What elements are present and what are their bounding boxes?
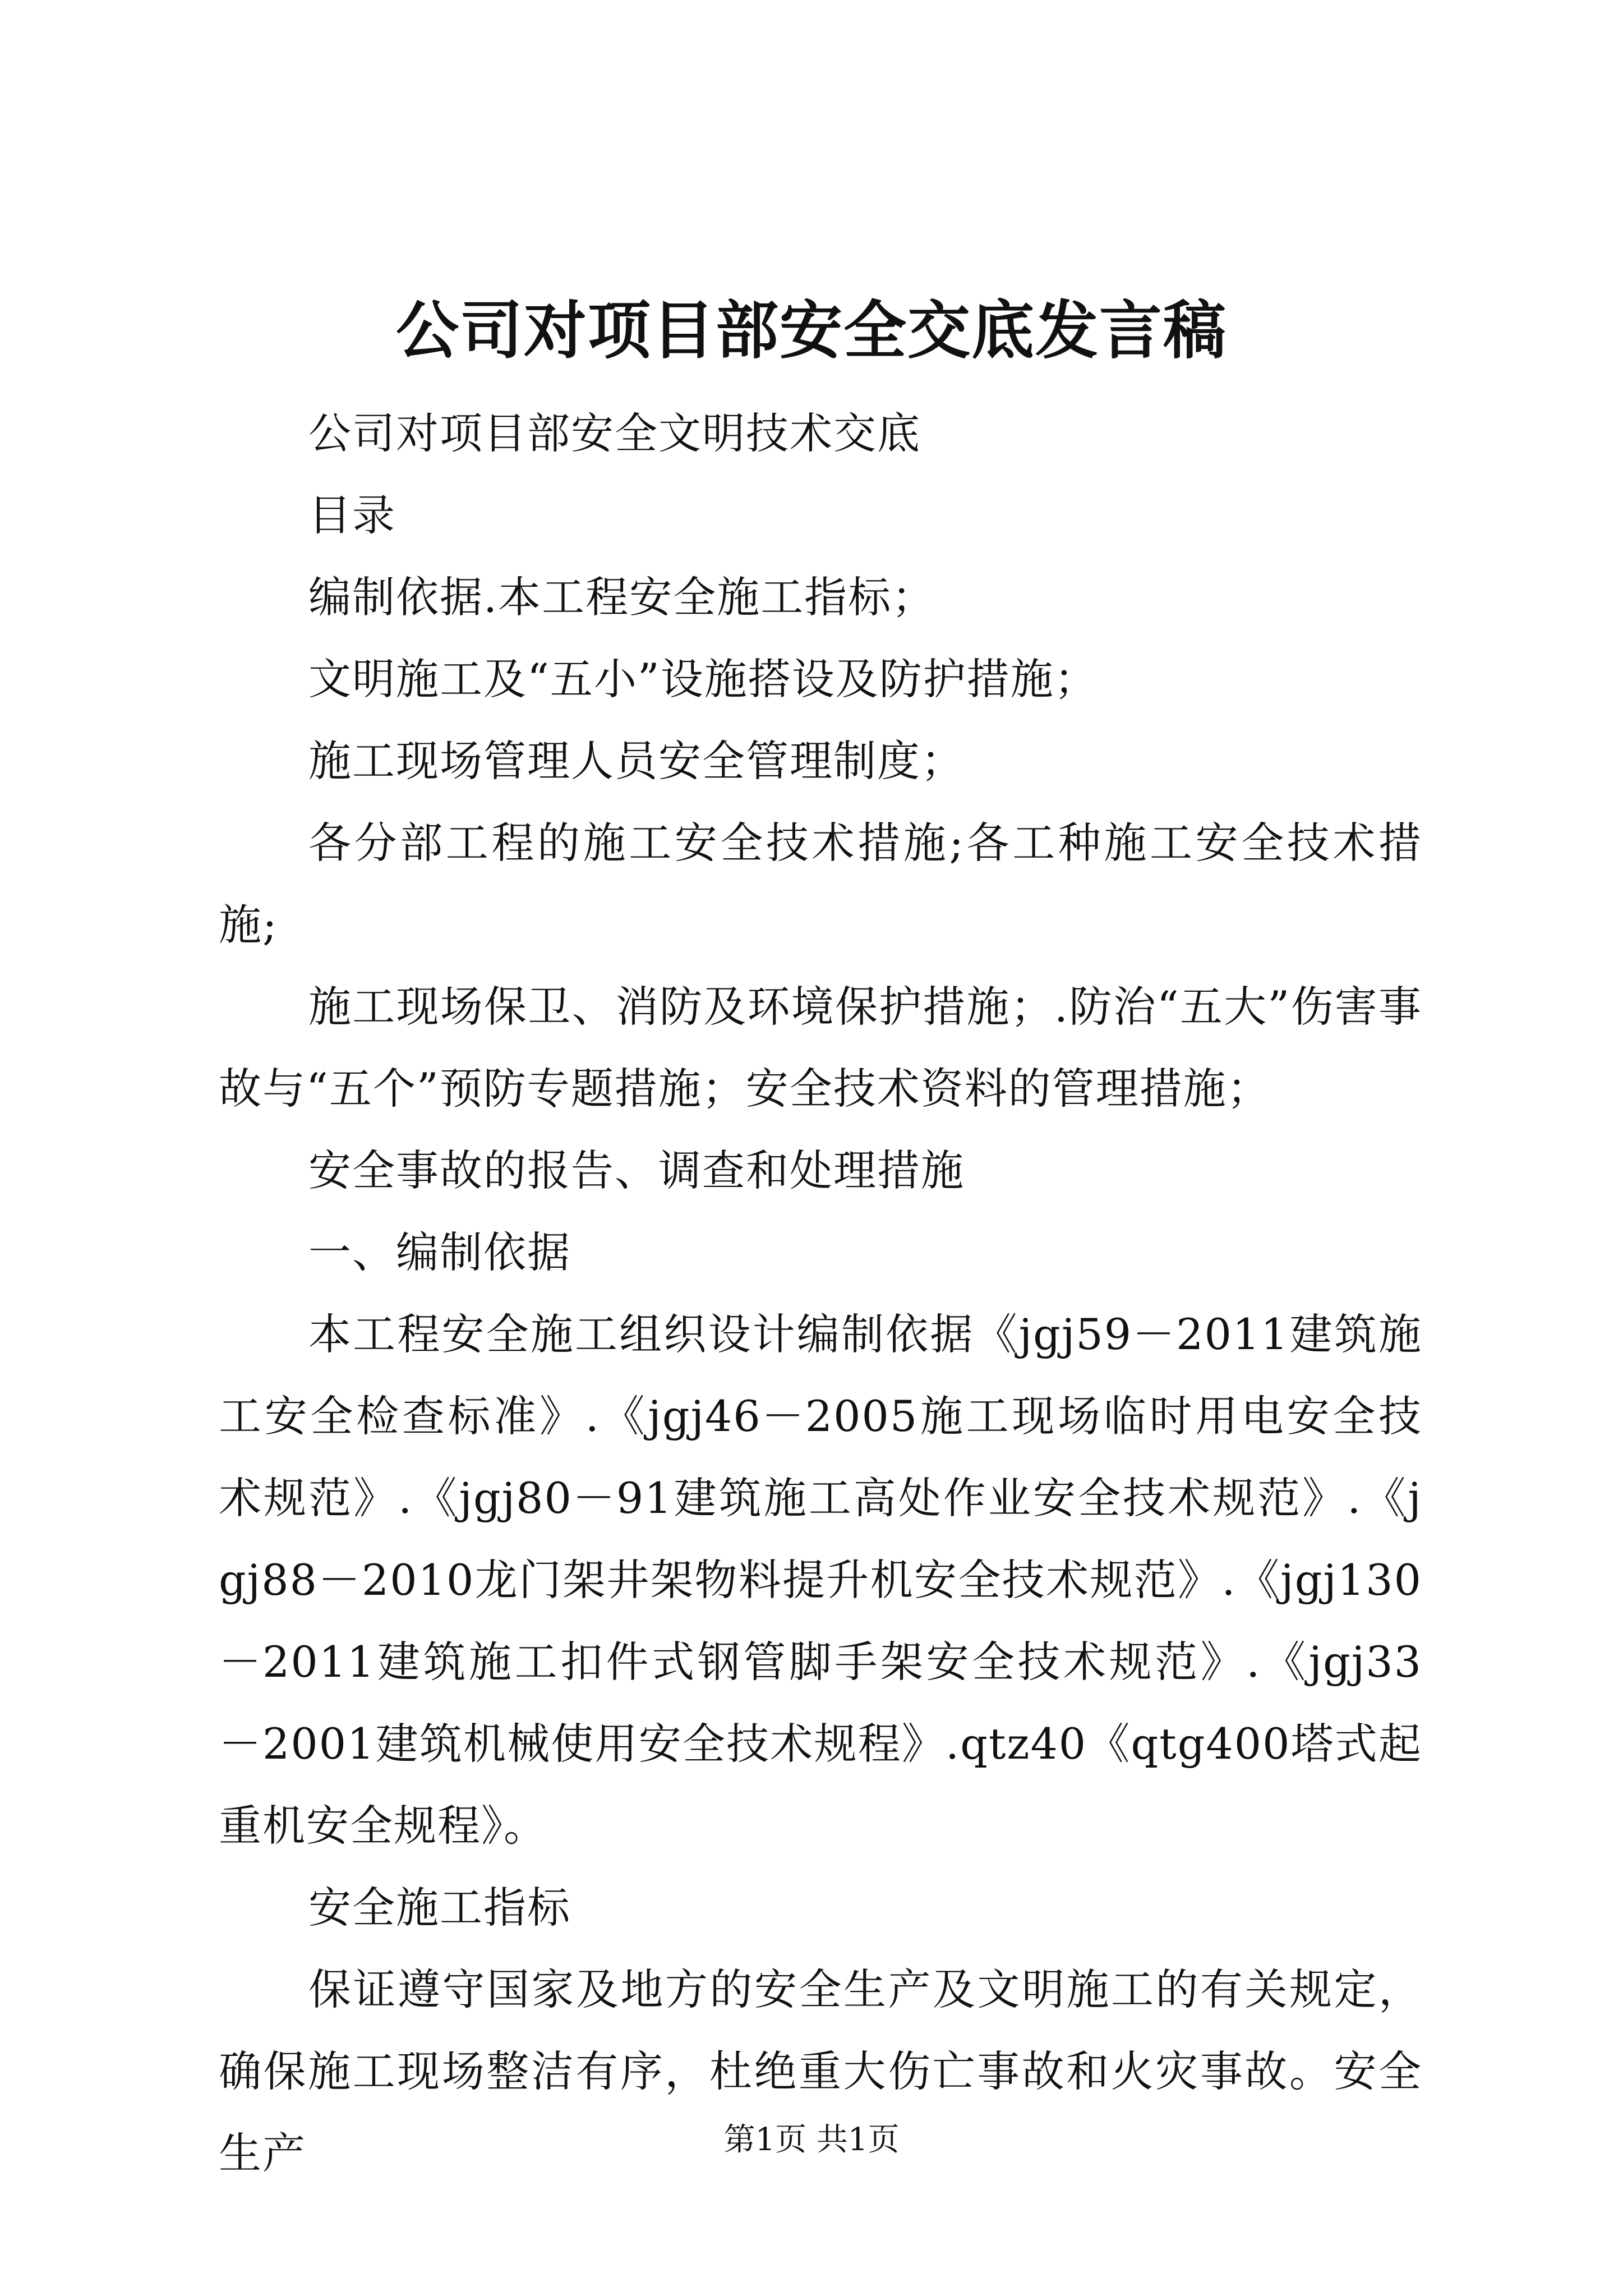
paragraph-toc-item: 编制依据.本工程安全施工指标； <box>308 572 936 622</box>
paragraph-toc-item: 施工现场管理人员安全管理制度； <box>308 736 965 786</box>
paragraph-subtitle: 公司对项目部安全文明技术交底 <box>308 408 921 458</box>
section-heading: 安全施工指标 <box>308 1883 571 1932</box>
paragraph-toc-item: 文明施工及“五小”设施搭设及防护措施； <box>308 654 1098 704</box>
document-body <box>219 393 1422 2194</box>
section-heading: 一、编制依据 <box>308 1227 571 1277</box>
document-title: 公司对项目部安全交底发言稿 <box>396 294 1227 367</box>
paragraph-toc-item: 施工现场保卫、消防及环境保护措施；.防治“五大”伤害事故与“五个”预防专题措施；安全技术资料的管理措施； <box>219 982 1422 1114</box>
paragraph-toc-heading: 目录 <box>308 490 396 540</box>
paragraph-toc-item: 各分部工程的施工安全技术措施;各工种施工安全技术措施; <box>219 818 1422 950</box>
paragraph-safety-goals: 保证遵守国家及地方的安全生产及文明施工的有关规定，确保施工现场整洁有序，杜绝重大伤亡事故和火灾事故。安全生产 <box>219 1964 1422 2178</box>
paragraph-toc-item: 安全事故的报告、调查和处理措施 <box>308 1145 965 1195</box>
paragraph-basis: 本工程安全施工组织设计编制依据《jgj59－2011建筑施工安全检查标准》.《jgj46－2005施工现场临时用电安全技术规范》.《jgj80－91建筑施工高处作业安全技术规范》.《jgj88－2010龙门架井架物料提升机安全技术规范》.《jgj130－2011建筑施工扣件式钢管脚手架安全技术规范》.《jgj33－2001建筑机械使用安全技术规程》.qtz40《qtg400塔式起重机安全规程》。 <box>219 1309 1422 1851</box>
page-footer: 第1页 共1页 <box>723 2122 900 2158</box>
